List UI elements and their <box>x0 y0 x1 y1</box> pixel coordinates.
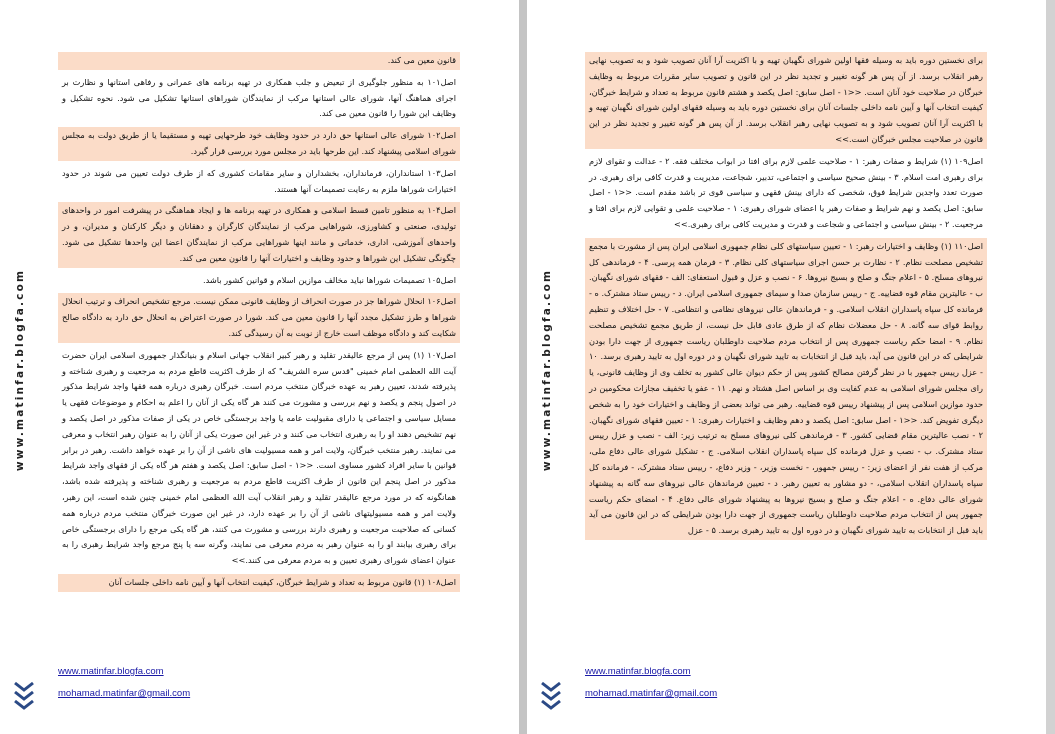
document-page-left <box>0 0 519 734</box>
chevron-down-icon <box>540 680 562 710</box>
paragraph: اصل۱۰۵ تصمیمات شوراها نباید مخالف موازین اسلام و قوانین کشور باشد. <box>203 274 456 285</box>
paragraph: اصل۱۰۷ (۱) پس از مرجع عالیقدر تقلید و رهبر کبیر انقلاب جهانی اسلام و بنیانگذار جمهوری اسلامی ایران حضرت آیت الله العظمی امام خمینی "قدس سره الشریف" که از طرف اکثریت قاطع مردم به مرجعیت و رهبری شناخته و پذیرفته شدند، تعیین رهبر به عهده خبرگان منتخب مردم است. خبرگان رهبری درباره همه فقها واجد شرایط مذکور در اصول پنجم و یکصد و نهم بررسی و مشورت می کنند هر گاه یکی از آنان را اعلم به احکام و موضوعات فقهی یا مسایل سیاسی و اجتماعی یا دارای مقبولیت عامه یا واجد برجستگی خاص در یکی از صفات مذکور در اصل یکصد و نهم تشخیص دهند او را به رهبری انتخاب می کنند و در غیر این صورت یکی از آنان را به عنوان رهبر انتخاب و معرفی می نمایند. رهبر منتخب خبرگان، ولایت امر و همه مسیولیت های ناشی از آن را بر عهده خواهد داشت. رهبر در برابر قوانین با سایر افراد کشور مساوی است. <<۱ - اصل سابق: اصل یکصد و هفتم هر گاه یکی از فقهای واجد شرایط مذکور در اصل پنجم این قانون از طرف اکثریت قاطع مردم به مرجعیت و رهبری شناخته و پذیرفته شده باشد، همانگونه که در مورد مرجع عالیقدر تقلید و رهبر انقلاب آیت الله العظمی امام خمینی چنین شده است، این رهبر، ولایت امر و همه مسیولیتهای ناشی از آن را بر عهده دارد، در غیر این صورت خبرگان منتخب مردم درباره همه کسانی که صلاحیت مرجعیت و رهبری دارند بررسی و مشورت می کنند، هر گاه یکی مرجع را دارای برجستگی خاص برای رهبری بیابند او را به عنوان رهبر به مردم معرفی می نمایند، وگرنه سه یا پنج مرجع واجد شرایط رهبری را به عنوان اعضای شورای رهبری تعیین و به مردم معرفی می کنند.>> <box>62 349 457 566</box>
footer-email-link[interactable]: mohamad.matinfar@gmail.com <box>58 688 191 699</box>
document-page-right <box>527 0 1046 734</box>
paragraph: قانون معین می کند. <box>58 52 460 70</box>
paragraph: اصل۱۰۱ به منظور جلوگیری از تبعیض و جلب همکاری در تهیه برنامه های عمرانی و رفاهی استانها و نظارت بر اجرای هماهنگ آنها، شورای عالی استانها مرکب از نمایندگان شوراهای استانها تشکیل می شود. نحوه تشکیل و وظایف این شورا را قانون معین می کند. <box>62 76 456 119</box>
paragraph: اصل۱۰۹ (۱) شرایط و صفات رهبر: ۱ - صلاحیت علمی لازم برای افتا در ابواب مختلف فقه. ۲ - عدالت و تقوای لازم برای رهبری امت اسلام. ۳ - بینش صحیح سیاسی و اجتماعی، تدبیر، شجاعت، مدیریت و قدرت کافی برای رهبری. در صورت تعدد واجدین شرایط فوق، شخصی که دارای بینش فقهی و سیاسی قوی تر باشد مقدم است. <<۱ - اصل سابق: اصل یکصد و نهم شرایط و صفات رهبر یا اعضای شورای رهبری: ۱ - صلاحیت علمی و تقوایی لازم برای افتا و مرجعیت. ۲ - بینش سیاسی و اجتماعی و شجاعت و قدرت و مدیریت کافی برای رهبری.>> <box>589 155 984 229</box>
paragraph: اصل۱۰۲ شورای عالی استانها حق دارد در حدود وظایف خود طرحهایی تهیه و مستقیما یا از طریق دولت به مجلس شورای اسلامی پیشنهاد کند. این طرحها باید در مجلس مورد بررسی قرار گیرد. <box>58 127 460 161</box>
page-gutter <box>519 0 527 734</box>
footer-website-link[interactable]: www.matinfar.blogfa.com <box>58 666 164 677</box>
footer-email-link[interactable]: mohamad.matinfar@gmail.com <box>585 688 718 699</box>
paragraph: برای نخستین دوره باید به وسیله فقها اولین شورای نگهبان تهیه و با اکثریت آرا آنان تصویب شود و به تصویب نهایی رهبر انقلاب برسد. از آن پس هر گونه تغییر و تجدید نظر در این قانون و تصویب سایر مقررات مربوط به وظایف خبرگان در صلاحیت خود آنان است. <<۱ - اصل سابق: اصل یکصد و هشتم قانون مربوط به تعداد و شرایط خبرگان، کیفیت انتخاب آنها و آیین نامه داخلی جلسات آنان برای نخستین دوره باید به وسیله فقهای اولین شورای نگهبان تهیه و با اکثریت آرا آنان تصویب شود و به تصویب نهایی رهبر انقلاب برسد. از آن پس هر گونه تغییر و تجدید نظر در این قانون در صلاحیت مجلس خبرگان است.>> <box>585 52 987 149</box>
paragraph: اصل۱۰۸ (۱) قانون مربوط به تعداد و شرایط خبرگان، کیفیت انتخاب آنها و آیین نامه داخلی جلسات آنان <box>58 574 460 592</box>
page-text-column <box>585 52 987 540</box>
paragraph: اصل۱۰۳ استانداران، فرمانداران، بخشداران و سایر مقامات کشوری که از طرف دولت تعیین می شوند در حدود اختیارات شوراها ملزم به رعایت تصمیمات آنها هستند. <box>62 167 456 194</box>
paragraph: اصل۱۱۰ (۱) وظایف و اختیارات رهبر: ۱ - تعیین سیاستهای کلی نظام جمهوری اسلامی ایران پس از مشورت با مجمع تشخیص مصلحت نظام. ۲ - نظارت بر حسن اجرای سیاستهای کلی نظام. ۳ - فرمان همه پرسی. ۴ - فرماندهی کل نیروهای مسلح. ۵ - اعلام جنگ و صلح و بسیج نیروها. ۶ - نصب و عزل و قبول استعفای: الف - فقهای شورای نگهبان. ب - عالیترین مقام قوه قضاییه. ج - رییس سازمان صدا و سیمای جمهوری اسلامی ایران. د - رییس ستاد مشترک. ه - فرمانده کل سپاه پاسداران انقلاب اسلامی. و - فرماندهان عالی نیروهای نظامی و انتظامی. ۷ - حل اختلاف و تنظیم روابط قوای سه گانه. ۸ - حل معضلات نظام که از طرق عادی قابل حل نیست، از طریق مجمع تشخیص مصلحت نظام. ۹ - امضا حکم ریاست جمهوری پس از انتخاب مردم صلاحیت داوطلبان ریاست جمهوری از جهت دارا بودن شرایطی که در این قانون می آید، باید قبل از انتخابات به تایید شورای نگهبان و در دوره اول به تایید رهبری برسد. ۱۰ - عزل رییس جمهور با در نظر گرفتن مصالح کشور پس از حکم دیوان عالی کشور به تخلف وی از وظایف قانونی، یا رای مجلس شورای اسلامی به عدم کفایت وی بر اساس اصل هشتاد و نهم. ۱۱ - عفو یا تخفیف مجازات محکومین در حدود موازین اسلامی پس از پیشنهاد رییس قوه قضاییه. رهبر می تواند بعضی از وظایف و اختیارات خود را به شخص دیگری تفویض کند. <<۱ - اصل سابق: اصل یکصد و دهم وظایف و اختیارات رهبری: ۱ - تعیین فقهای شورای نگهبان. ۲ - نصب عالیترین مقام قضایی کشور. ۳ - فرماندهی کلی نیروهای مسلح به ترتیب زیر: الف - نصب و عزل رییس ستاد مشترک. ب - نصب و عزل فرمانده کل سپاه پاسداران انقلاب اسلامی. ج - تشکیل شورای عالی دفاع ملی، مرکب از هفت نفر از اعضای زیر: - رییس جمهور، - نخست وزیر، - وزیر دفاع، - رییس ستاد مشترک، - فرمانده کل سپاه پاسداران انقلاب اسلامی، - دو مشاور به تعیین رهبر. د - تعیین فرماندهان عالی نیروهای سه گانه به پیشنهاد شورای عالی دفاع. ه - اعلام جنگ و صلح و بسیج نیروها به پیشنهاد شورای عالی دفاع. ۴ - امضای حکم ریاست جمهور پس از انتخاب مردم صلاحیت داوطلبان ریاست جمهوری از جهت دارا بودن شرایطی که در این قانون می آید باید قبل از انتخابات به تایید شورای نگهبان و در دوره اول به تایید رهبری برسد. ۵ - عزل <box>585 238 987 540</box>
footer-website-link[interactable]: www.matinfar.blogfa.com <box>585 666 691 677</box>
side-url-watermark: www.matinfar.blogfa.com <box>541 268 554 472</box>
paragraph: اصل۱۰۴ به منظور تامین قسط اسلامی و همکاری در تهیه برنامه ها و ایجاد هماهنگی در پیشرفت امور در واحدهای تولیدی، صنعتی و کشاورزی، شوراهایی مرکب از نمایندگان کارگران و دهقانان و دیگر کارکنان و مدیران، و در واحدهای آموزشی، اداری، خدماتی و مانند اینها شوراهایی مرکب از نمایندگان اعضا این واحدها تشکیل می شود. چگونگی تشکیل این شوراها و حدود وظایف و اختیارات آنها را قانون معین می کند. <box>58 202 460 267</box>
page-text-column <box>58 52 460 592</box>
chevron-down-icon <box>13 680 35 710</box>
side-url-watermark: www.matinfar.blogfa.com <box>14 268 27 472</box>
paragraph: اصل۱۰۶ انحلال شوراها جز در صورت انحراف از وظایف قانونی ممکن نیست. مرجع تشخیص انحراف و ترتیب انحلال شوراها و طرز تشکیل مجدد آنها را قانون معین می کند. شورا در صورت اعتراض به انحلال حق دارد به دادگاه صالح شکایت کند و دادگاه موظف است خارج از نوبت به آن رسیدگی کند. <box>58 293 460 342</box>
